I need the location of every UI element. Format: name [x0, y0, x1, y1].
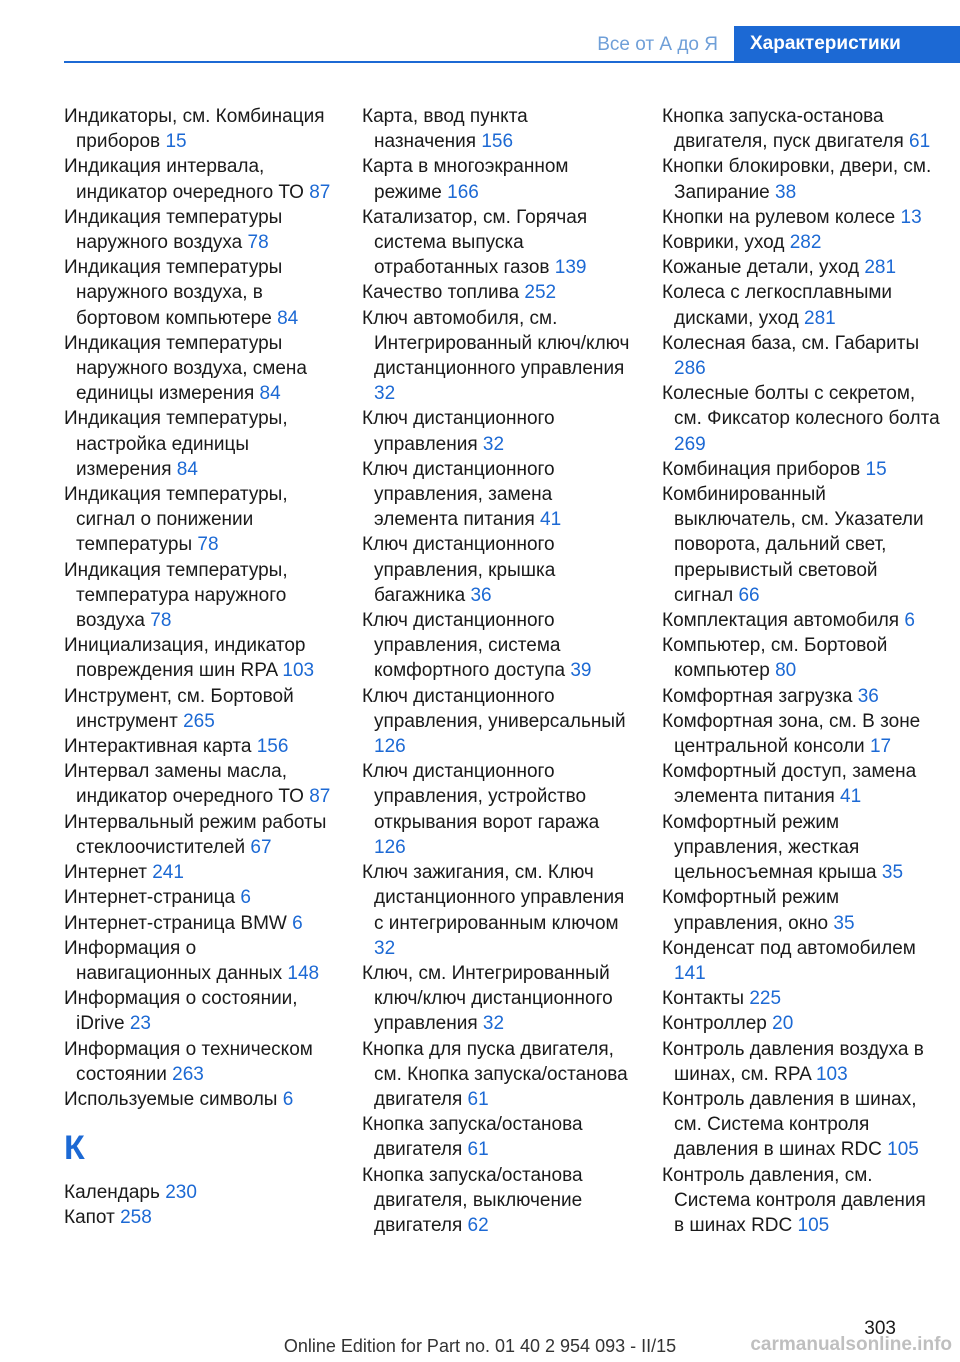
index-entry [662, 331, 940, 381]
index-page-link[interactable]: 66 [738, 584, 760, 606]
index-entry-text: Кнопки на рулевом колесе [662, 206, 901, 228]
index-entry [662, 684, 940, 709]
index-entry [64, 104, 334, 154]
index-entry-text: Катализатор, см. Горячая система выпуска отработанных газов [362, 206, 588, 279]
index-entry [662, 230, 940, 255]
index-entry [362, 406, 632, 456]
index-page-link[interactable]: 84 [259, 383, 281, 405]
index-page-link[interactable]: 32 [374, 383, 396, 405]
edition-footer: Online Edition for Part no. 01 40 2 954 093 - II/15 [283, 1336, 677, 1356]
index-page-link[interactable]: 62 [467, 1214, 489, 1236]
index-entry-text: Кнопка запуска-останова двигателя, пуск двигателя [662, 106, 910, 153]
index-entry-text: Индикация температуры наружного воздуха [64, 206, 283, 254]
page-number: 303 [864, 1318, 896, 1339]
index-entry-text: Индикация температуры, температура наружного воздуха [64, 559, 288, 632]
index-page-link[interactable]: 87 [309, 181, 331, 203]
index-page-link[interactable]: 17 [869, 736, 892, 758]
index-page-link[interactable]: 36 [857, 685, 879, 707]
index-entry-text: Кнопка для пуска двигателя, см. Кнопка запуска/останова двигателя [362, 1038, 628, 1110]
index-page-link[interactable]: 78 [197, 534, 219, 556]
index-entry [64, 154, 334, 204]
index-entry-text: Инструмент, см. Бортовой инструмент [64, 685, 294, 732]
index-entry-text: Комфортный режим управления, жесткая цельносъемная крыша [662, 811, 882, 884]
index-entry [64, 406, 334, 482]
index-entry [362, 154, 632, 204]
index-entry-text: Ключ дистанционного управления, устройство открывания ворот гаража [362, 761, 600, 833]
index-entry-text: Инициализация, индикатор повреждения шин RPA [64, 635, 306, 682]
index-page-link[interactable]: 269 [674, 433, 706, 455]
index-entry [662, 381, 940, 457]
index-page-link[interactable]: 126 [374, 736, 406, 758]
index-entry-text: Календарь [64, 1182, 166, 1204]
index-entry [662, 810, 940, 886]
index-page-link[interactable]: 6 [904, 610, 915, 632]
index-entry [64, 255, 334, 331]
index-entry [64, 1180, 334, 1205]
index-page-link[interactable]: 80 [775, 660, 797, 682]
index-page-link[interactable]: 61 [467, 1088, 489, 1110]
index-column-1 [64, 104, 334, 1231]
index-page-link[interactable]: 32 [482, 1013, 505, 1035]
index-columns [64, 104, 940, 1264]
index-entry-text: Колесная база, см. Габариты [662, 332, 920, 354]
index-entry-text: Контроль давления воздуха в шинах, см. RPA [662, 1038, 924, 1085]
index-page-link[interactable]: 15 [165, 131, 187, 153]
index-entry [362, 1112, 632, 1162]
index-page-link[interactable]: 20 [772, 1013, 794, 1035]
index-page-link[interactable]: 263 [172, 1063, 204, 1085]
index-page-link[interactable]: 23 [129, 1013, 151, 1035]
index-page-link[interactable]: 286 [674, 358, 706, 380]
index-entry-text: Комплектация автомобиля [662, 610, 905, 632]
index-entry [64, 1037, 334, 1087]
index-page-link[interactable]: 78 [247, 232, 269, 254]
index-entry [64, 734, 334, 759]
index-entry [662, 885, 940, 935]
index-entry-text: Ключ зажигания, см. Ключ дистанционного управления с интегрированным ключом [362, 862, 625, 934]
index-entry [64, 205, 334, 255]
index-page-link[interactable]: 103 [815, 1063, 848, 1085]
index-entry [64, 633, 334, 683]
index-page-link[interactable]: 252 [524, 282, 557, 304]
index-entry [662, 986, 940, 1011]
index-entry-text: Коврики, уход [662, 232, 790, 254]
index-entry-text: Интервал замены масла, индикатор очередного ТО [64, 761, 310, 808]
index-entry [362, 104, 632, 154]
index-entry-text: Кнопка запуска/останова двигателя, выключение двигателя [362, 1164, 583, 1236]
index-entry-text: Качество топлива [362, 282, 525, 304]
index-entry-text: Интерактивная карта [64, 736, 257, 758]
index-page-link[interactable]: 241 [152, 862, 184, 884]
index-entry [362, 205, 632, 281]
index-page-link[interactable]: 6 [240, 887, 251, 909]
index-entry [662, 608, 940, 633]
index-entry [662, 709, 940, 759]
index-column-2 [362, 104, 632, 1238]
index-page-link[interactable]: 6 [292, 912, 303, 934]
index-entry-text: Интернет-страница BMW [64, 912, 293, 934]
index-entry [362, 961, 632, 1037]
index-entry [64, 1087, 334, 1112]
index-entry [662, 205, 940, 230]
index-page-link[interactable]: 84 [176, 458, 198, 480]
index-page-link[interactable]: 126 [374, 836, 406, 858]
index-entry [362, 306, 632, 407]
index-entry [662, 1037, 940, 1087]
index-entry [662, 936, 940, 986]
index-entry [662, 1011, 940, 1036]
index-entry [64, 1205, 334, 1230]
index-entry [64, 759, 334, 809]
index-entry [64, 936, 334, 986]
index-entry-text: Ключ дистанционного управления, универсальный [362, 685, 626, 732]
index-letter-heading: К [64, 1129, 85, 1168]
index-entry-text: Комбинация приборов [662, 458, 866, 480]
index-entry-text: Индикация температуры, сигнал о понижении температуры [64, 484, 288, 556]
index-entry [362, 1163, 632, 1239]
index-entry [362, 860, 632, 961]
index-entry-text: Контроль давления, см. Система контроля давления в шинах RDC [662, 1164, 926, 1236]
index-entry-text: Ключ дистанционного управления, система комфортного доступа [362, 610, 571, 682]
index-entry [362, 684, 632, 760]
index-page-link[interactable]: 156 [256, 736, 289, 758]
index-entry [662, 633, 940, 683]
index-entry-text: Информация о навигационных данных [64, 937, 288, 984]
index-page-link[interactable]: 166 [447, 181, 479, 203]
index-page-link[interactable]: 282 [789, 232, 822, 254]
index-entry-text: Информация о техническом состоянии [64, 1038, 313, 1085]
index-page-link[interactable]: 281 [804, 307, 836, 329]
index-entry [64, 986, 334, 1036]
header-divider [64, 61, 960, 63]
index-entry-text: Карта в многоэкранном режиме [362, 156, 569, 203]
index-entry-text: Конденсат под автомобилем [662, 937, 916, 959]
index-entry-text: Используемые символы [64, 1088, 283, 1110]
index-page-link[interactable]: 61 [909, 131, 931, 153]
index-entry-text: Контакты [662, 988, 750, 1010]
index-entry [64, 684, 334, 734]
index-entry-text: Комфортный доступ, замена элемента питания [662, 761, 917, 808]
index-page-link[interactable]: 84 [277, 307, 299, 329]
index-entry-text: Ключ дистанционного управления, замена элемента питания [362, 458, 555, 531]
index-page-link[interactable]: 35 [881, 862, 904, 884]
index-page-link[interactable]: 39 [570, 660, 592, 682]
index-page-link[interactable]: 105 [887, 1139, 919, 1161]
index-page-link[interactable]: 41 [840, 786, 862, 808]
index-entry [362, 532, 632, 608]
index-entry-text: Индикация интервала, индикатор очередного ТО [64, 156, 310, 203]
index-entry-text: Контроль давления в шинах, см. Система контроля давления в шинах RDC [662, 1088, 917, 1161]
index-entry-text: Ключ дистанционного управления [362, 408, 555, 455]
index-entry-text: Интервальный режим работы стеклоочистителей [64, 811, 327, 858]
page-header [0, 0, 960, 62]
index-entry-text: Комфортная зона, см. В зоне центральной консоли [662, 710, 921, 758]
index-entry-text: Информация о состоянии, iDrive [64, 988, 298, 1035]
index-entry-text: Контроллер [662, 1013, 773, 1035]
index-entry-text: Капот [64, 1207, 121, 1229]
index-entry [64, 860, 334, 885]
index-entry-text: Компьютер, см. Бортовой компьютер [662, 635, 888, 682]
watermark: carmanualsonline.info [750, 1334, 952, 1355]
index-entry [64, 482, 334, 558]
index-entry-text: Кнопки блокировки, двери, см. Запирание [662, 156, 932, 203]
index-entry [362, 1037, 632, 1113]
index-page-link[interactable]: 41 [540, 509, 562, 531]
index-page-link[interactable]: 281 [864, 257, 897, 279]
index-page-link[interactable]: 141 [674, 962, 706, 984]
index-entry [662, 104, 940, 154]
index-page-link[interactable]: 13 [900, 206, 922, 228]
index-page-link[interactable]: 36 [470, 584, 492, 606]
index-entry-text: Интернет-страница [64, 887, 241, 909]
index-page-link[interactable]: 265 [183, 710, 215, 732]
index-entry [662, 482, 940, 608]
index-entry-text: Индикация температуры наружного воздуха, в бортовом компьютере [64, 257, 283, 329]
index-entry [362, 457, 632, 533]
index-entry [64, 885, 334, 910]
section-tab-prev[interactable]: Все от А до Я [597, 34, 718, 55]
index-column-3 [662, 104, 940, 1238]
index-entry [662, 1163, 940, 1239]
index-page-link[interactable]: 230 [165, 1182, 197, 1204]
index-entry-text: Комбинированный выключатель, см. Указатели поворота, дальний свет, прерывистый световой сигнал [662, 484, 924, 606]
section-tab-current[interactable]: Характеристики [734, 26, 960, 62]
index-entry-text: Колесные болты с секретом, см. Фиксатор колесного болта [662, 383, 940, 430]
index-entry-text: Индикация температуры наружного воздуха, смена единицы измерения [64, 332, 307, 405]
index-page-link[interactable]: 32 [374, 937, 396, 959]
index-page-link[interactable]: 148 [287, 962, 320, 984]
index-entry [662, 1087, 940, 1163]
index-entry [662, 457, 940, 482]
index-page-link[interactable]: 105 [797, 1214, 830, 1236]
index-entry-text: Ключ, см. Интегрированный ключ/ключ дистанционного управления [362, 962, 613, 1035]
index-page-link[interactable]: 225 [749, 988, 782, 1010]
index-page-link[interactable]: 139 [554, 257, 587, 279]
index-entry [362, 280, 632, 305]
index-entry-text: Ключ дистанционного управления, крышка багажника [362, 534, 556, 606]
index-page-link[interactable]: 67 [250, 836, 272, 858]
index-entry [362, 608, 632, 684]
index-page-link[interactable]: 38 [775, 181, 797, 203]
index-page-link[interactable]: 103 [282, 660, 315, 682]
index-entry-text: Колеса с легкосплавными дисками, уход [662, 282, 893, 329]
index-entry [662, 154, 940, 204]
index-entry [64, 331, 334, 407]
index-page-link[interactable]: 6 [282, 1088, 294, 1110]
index-entry-text: Кожаные детали, уход [662, 257, 865, 279]
index-page-link[interactable]: 15 [865, 458, 887, 480]
index-entry [662, 255, 940, 280]
index-entry [362, 759, 632, 860]
index-entry-text: Карта, ввод пункта назначения [362, 106, 528, 153]
index-page-link[interactable]: 61 [467, 1139, 489, 1161]
index-page-link[interactable]: 156 [481, 131, 514, 153]
index-entry-text: Индикация температуры, настройка единицы измерения [64, 408, 288, 480]
index-entry-text: Индикаторы, см. Комбинация приборов [64, 106, 325, 153]
index-page-link[interactable]: 258 [120, 1207, 152, 1229]
index-page-link[interactable]: 35 [833, 912, 855, 934]
index-page-link[interactable]: 87 [309, 786, 331, 808]
index-entry [662, 280, 940, 330]
index-entry-text: Ключ автомобиля, см. Интегрированный ключ/ключ дистанционного управления [362, 307, 630, 380]
index-page-link[interactable]: 78 [150, 610, 172, 632]
index-entry-text: Комфортная загрузка [662, 685, 858, 707]
index-entry-text: Интернет [64, 862, 153, 884]
index-entry [662, 759, 940, 809]
index-entry-text: Кнопка запуска/останова двигателя [362, 1114, 583, 1161]
index-page-link[interactable]: 32 [482, 433, 505, 455]
index-entry [64, 558, 334, 634]
index-entry [64, 810, 334, 860]
index-entry-text: Комфортный режим управления, окно [662, 887, 840, 934]
index-entry [64, 911, 334, 936]
